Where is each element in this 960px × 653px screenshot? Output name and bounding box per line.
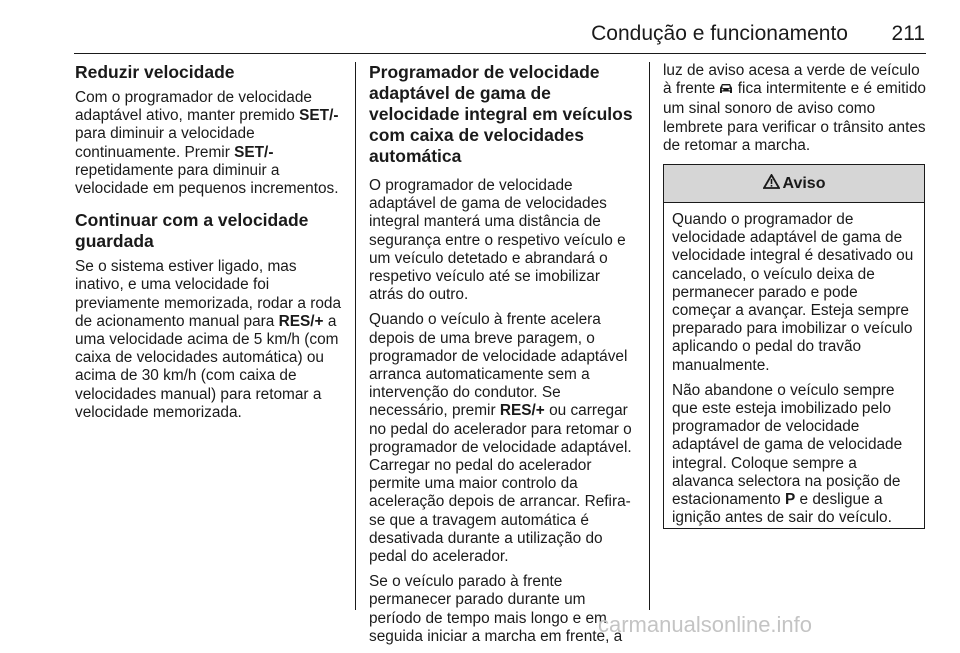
vehicle-ahead-icon [719,82,733,100]
warning-box [663,164,925,529]
warning-body [664,203,924,527]
column-2 [369,62,635,653]
heading-reduce-speed: Reduzir velocidade [75,62,235,82]
heading-acc-full-range: Programador de velocidade adaptável de gama de velocidade integral em veículos com caixa de velocidades automática [369,62,633,166]
page-number: 211 [891,22,925,45]
column-divider-2 [649,62,650,610]
watermark: carmanualsonline.info [598,612,813,637]
key-res-plus: RES/+ [278,312,324,330]
paragraph-continue-speed: Se o sistema estiver ligado, mas inativo, e uma velocidade foi previamente memorizada, rodar a roda de acionamento manual para RES/+ a uma velocidade acima de 5 km/h (com caixa de velocidades automática) ou acima de 30 km/h (com caixa de velocidades manual) para retomar a velocidade memorizada. [75,258,342,421]
warning-triangle-icon [763,174,783,194]
key-set-minus: SET/- [234,143,274,161]
key-res-plus: RES/+ [499,402,545,420]
paragraph-vehicle-ahead-light: luz de aviso acesa a verde de veículo à frente fica intermitente e é emitido um sinal sonoro de aviso como lembrete para verificar o trânsito antes de retomar a marcha. [663,62,926,154]
header-divider [74,53,926,54]
paragraph-reduce-speed: Com o programador de velocidade adaptável ativo, manter premido SET/- para diminuir a velocidade continuamente. Premir SET/- repetidamente para diminuir a velocidade em pequenos incrementos. [75,89,339,198]
paragraph-acc-restart: Quando o veículo à frente acelera depois de uma breve paragem, o programador de velocidade adaptável arranca automaticamente sem a intervenção do condutor. Se necessário, premir RES/+ ou carregar no pedal do acelerador para retomar o programador de velocidade adaptável. Carregar no pedal do acelerador permite uma maior controlo da aceleração depois de arrancar. Refira-se que a travagem automática é desativada durante a utilização do pedal do acelerador. [369,311,632,566]
key-set-minus: SET/- [299,107,339,125]
column-1 [75,62,347,429]
column-3 [663,62,929,162]
paragraph-acc-intro: O programador de velocidade adaptável de gama de velocidades integral manterá uma distância de segurança entre o respetivo veículo e um veículo detetado e abrandará o respetivo veículo até se imobilizar atrás do outro. [369,177,626,304]
chapter-title: Condução e funcionamento [591,22,848,45]
gear-p-label: P [784,491,796,509]
warning-title: Aviso [782,174,826,192]
heading-continue-speed: Continuar com a velocidade guardada [75,210,309,252]
warning-paragraph-2: Não abandone o veículo sempre que este esteja imobilizado pelo programador de velocidade adaptável de gama de velocidade integral. Coloque sempre a alavanca selectora na posição de estacionamento P e desligue a ignição antes de sair do veículo. [672,381,903,527]
paragraph-acc-stopped: Se o veículo parado à frente permanecer parado durante um período de tempo mais longo e em seguida iniciar a marcha em frente, a [369,573,623,645]
warning-paragraph-1: Quando o programador de velocidade adaptável de gama de velocidade integral é desativado ou cancelado, o veículo deixa de permanecer parado e pode começar a avançar. Esteja sempre preparado para imobilizar o veículo aplicando o pedal do travão manualmente. [672,211,914,374]
warning-header [664,165,924,203]
column-divider-1 [355,62,356,610]
